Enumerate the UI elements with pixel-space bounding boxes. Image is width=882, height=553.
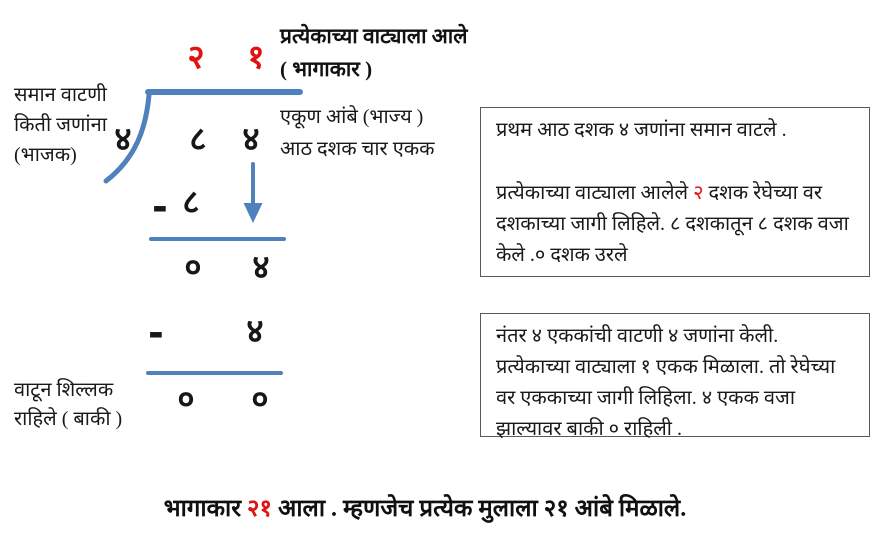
quotient-tens-digit: २: [187, 40, 205, 76]
divisor-caption-line1: समान वाटणी: [14, 84, 107, 106]
remainder-caption-line2: राहिले ( बाकी ): [14, 408, 123, 430]
quotient-caption-line2: ( भागाकार ): [280, 57, 373, 81]
quotient-units-digit: १: [247, 40, 265, 76]
down-arrow-icon: [244, 203, 263, 223]
conclusion-text: [0, 491, 850, 524]
divisor-caption-line3: (भाजक): [14, 144, 77, 166]
quotient-caption-line1: प्रत्येकाच्या वाट्याला आले: [280, 24, 468, 48]
remainder-caption-line1: वाटून शिल्लक: [14, 379, 114, 401]
explanation-box-2: [480, 313, 870, 440]
dividend-caption-line2: आठ दशक चार एकक: [280, 138, 435, 160]
remainder2-tens-digit: ०: [177, 382, 195, 418]
divisor-caption: [14, 80, 107, 170]
divisor-digit: ४: [114, 122, 132, 158]
conclusion-after: आला . म्हणजेच प्रत्येक मुलाला २१ आंबे मिळाले.: [272, 496, 687, 522]
remainder-caption: [14, 376, 122, 434]
explanation-box-1-spacer: [496, 146, 856, 178]
remainder1-tens-digit: ०: [184, 250, 202, 286]
explanation-box-1-para2-before: प्रत्येकाच्या वाट्याला आलेले: [496, 182, 694, 204]
remainder2-units-digit: ०: [251, 382, 269, 418]
explanation-box-2-para1: नंतर ४ एककांची वाटणी ४ जणांना केली. प्रत्येकाच्या वाट्याला १ एकक मिळाला. तो रेघेच्या वर एककाच्या जागी लिहिला. ४ एकक वजा झाल्यावर बाकी ० राहिली .: [496, 325, 836, 440]
minus-sign-1: -: [152, 185, 168, 229]
explanation-box-1-para2: [496, 178, 856, 271]
conclusion-highlight: २१: [247, 496, 273, 522]
dividend-caption: [280, 101, 434, 165]
explanation-box-1-para2-after: दशक रेघेच्या वर दशकाच्या जागी लिहिले. ८ दशकातून ८ दशक वजा केले .० दशक उरले: [496, 182, 849, 266]
conclusion-before: भागाकार: [163, 496, 248, 522]
dividend-tens-digit: ८: [189, 122, 207, 158]
explanation-box-1-para1: प्रथम आठ दशक ४ जणांना समान वाटले .: [496, 119, 787, 141]
divisor-caption-line2: किती जणांना: [14, 114, 107, 136]
remainder1-units-digit: ४: [252, 250, 270, 286]
dividend-units-digit: ४: [242, 122, 260, 158]
quotient-caption: [280, 20, 467, 86]
explanation-box-1: [480, 107, 870, 277]
subtrahend1-digit: ८: [182, 185, 200, 221]
explanation-box-1-para2-highlight: २: [693, 182, 704, 204]
subtrahend2-digit: ४: [246, 314, 264, 350]
dividend-caption-line1: एकूण आंबे (भाज्य ): [280, 106, 424, 128]
minus-sign-2: -: [148, 311, 164, 355]
